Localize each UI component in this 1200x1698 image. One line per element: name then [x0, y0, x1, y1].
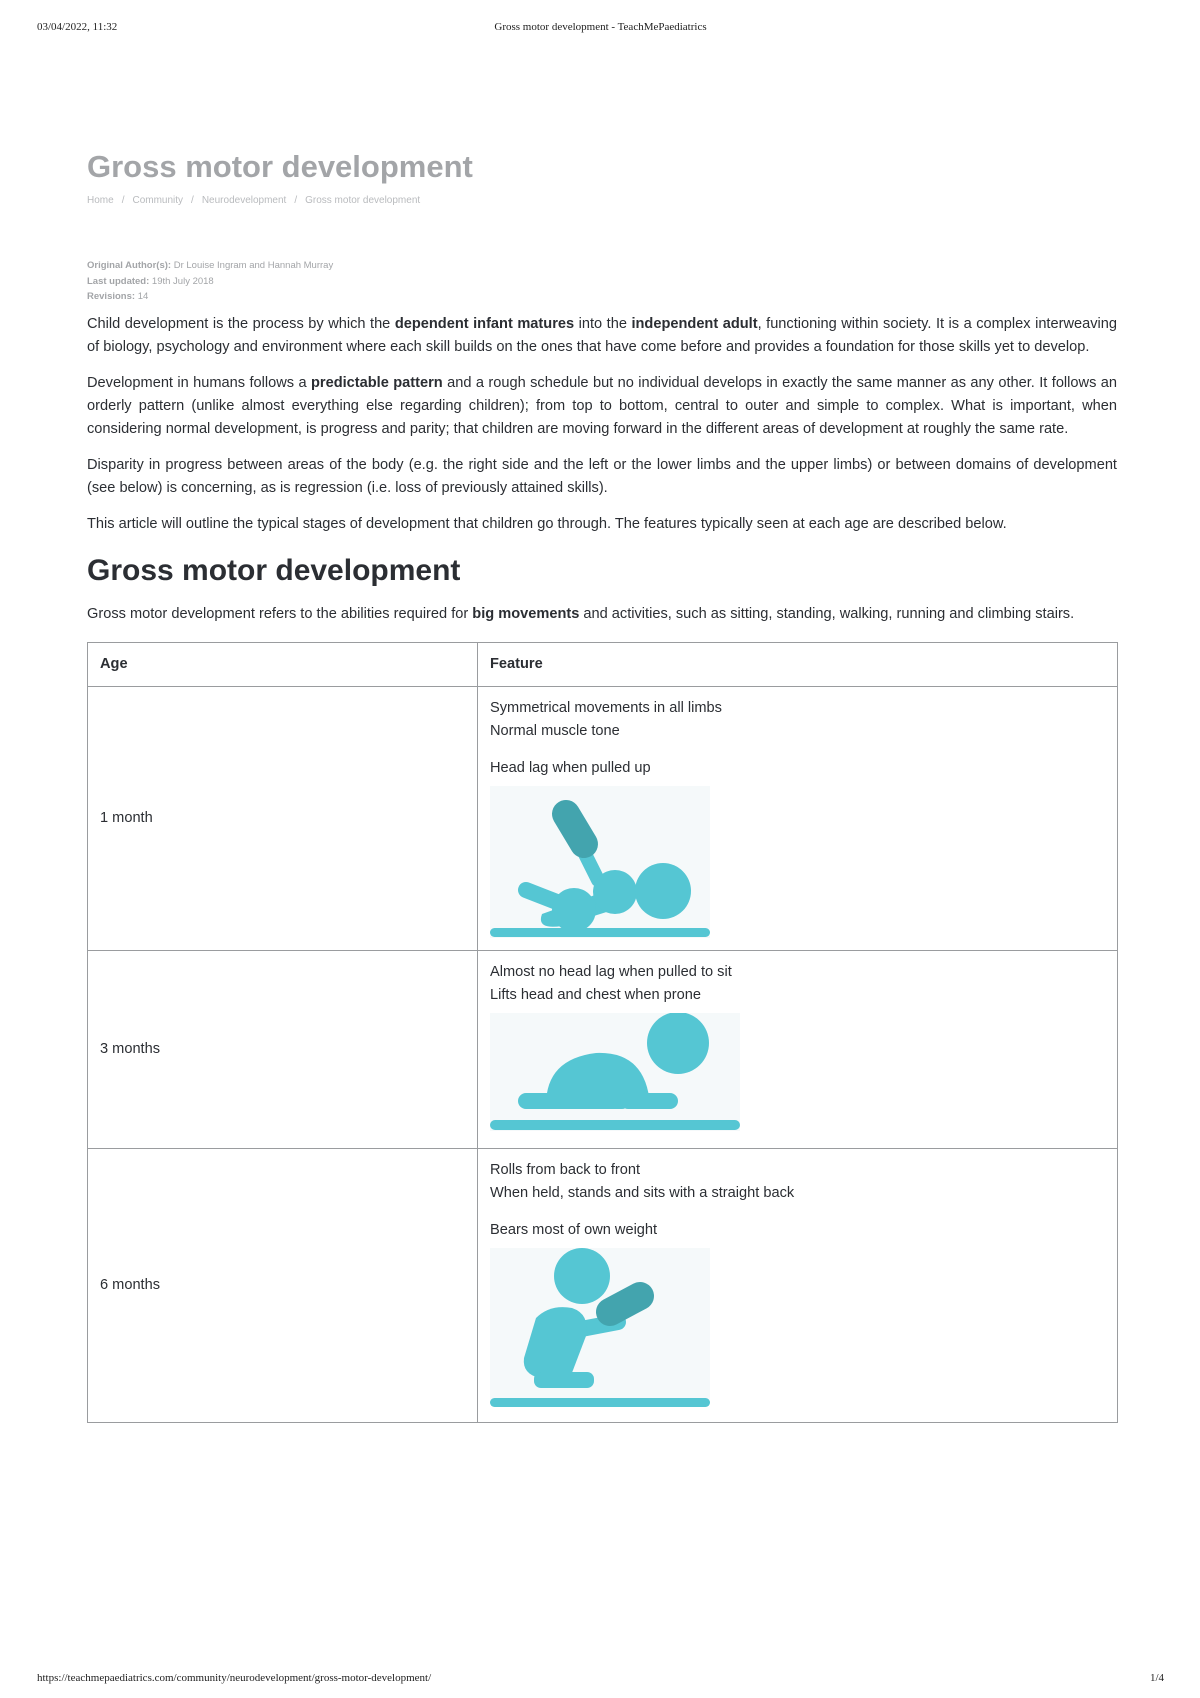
breadcrumb-separator: /: [294, 195, 298, 206]
feature-cell: [478, 686, 1118, 950]
print-url: https://teachmepaediatrics.com/community/neurodevelopment/gross-motor-development/: [37, 1672, 432, 1684]
article: [87, 148, 1117, 1423]
breadcrumb-current: Gross motor development: [305, 195, 421, 206]
table-row: [88, 686, 1118, 950]
page-title: Gross motor development: [87, 149, 473, 184]
print-footer: [37, 1672, 1164, 1686]
feature-line: Lifts head and chest when prone: [490, 986, 701, 1003]
feature-cell: [478, 950, 1118, 1148]
article-meta: [87, 258, 1117, 305]
print-header: [37, 21, 1164, 35]
infant-sitting-icon: [490, 1248, 710, 1410]
feature-line: Almost no head lag when pulled to sit: [490, 963, 732, 980]
age-cell: 1 month: [88, 686, 478, 950]
breadcrumb-separator: /: [121, 195, 125, 206]
feature-line: Bears most of own weight: [490, 1221, 658, 1238]
section-heading: Gross motor development: [87, 553, 461, 587]
feature-line: When held, stands and sits with a straight back: [490, 1184, 795, 1201]
feature-line: Symmetrical movements in all limbs: [490, 699, 722, 716]
column-header-feature: Feature: [478, 642, 1118, 686]
intro-paragraph-2: Development in humans follows a predictable pattern and a rough schedule but no individual develops in exactly the same manner as any other. It follows an orderly pattern (unlike almost everything else regarding children); from top to bottom, central to outer and simple to complex. What is important, when considering normal development, is progress and parity; that children are moving forward in the different areas of development at roughly the same rate.: [87, 374, 1118, 437]
meta-authors: Original Author(s): Dr Louise Ingram and Hannah Murray: [87, 260, 334, 271]
table-row: [88, 950, 1118, 1148]
breadcrumb-home[interactable]: Home: [87, 195, 114, 206]
development-table: [87, 642, 1118, 1423]
infant-prone-head-up-icon: [490, 1013, 740, 1131]
breadcrumb-neurodevelopment[interactable]: Neurodevelopment: [201, 195, 287, 206]
section-paragraph: Gross motor development refers to the abilities required for big movements and activities, such as sitting, standing, walking, running and climbing stairs.: [87, 605, 1075, 622]
print-page-number: 1/4: [1149, 1672, 1164, 1684]
infant-supine-head-lag-icon: [490, 786, 710, 938]
breadcrumb-separator: /: [191, 195, 194, 206]
print-page-title: Gross motor development - TeachMePaediatrics: [494, 21, 707, 33]
intro-paragraph-1: Child development is the process by which the dependent infant matures into the independent adult, functioning within society. It is a complex interweaving of biology, psychology and environment where each skill builds on the ones that have come before and provides a foundation for those skills yet to develop.: [87, 315, 1118, 355]
feature-line: Head lag when pulled up: [490, 759, 651, 776]
intro-paragraph-4: This article will outline the typical stages of development that children go through. The features typically seen at each age are described below.: [87, 515, 1007, 532]
breadcrumb: [87, 194, 1117, 208]
feature-line: Normal muscle tone: [490, 722, 620, 739]
table-header-row: [88, 642, 1118, 686]
age-cell: 6 months: [88, 1148, 478, 1422]
feature-line: Rolls from back to front: [490, 1161, 641, 1178]
meta-updated: Last updated: 19th July 2018: [87, 275, 214, 287]
print-datetime: 03/04/2022, 11:32: [37, 21, 118, 33]
column-header-age: Age: [88, 642, 478, 686]
intro-paragraph-3: Disparity in progress between areas of the body (e.g. the right side and the left or the lower limbs and the upper limbs) or between domains of development (see below) is concerning, as is regression (i.e. loss of previously attained skills).: [87, 456, 1117, 496]
meta-revisions: Revisions: 14: [87, 291, 149, 302]
table-row: [88, 1148, 1118, 1422]
feature-cell: [478, 1148, 1118, 1422]
breadcrumb-community[interactable]: Community: [132, 195, 184, 206]
age-cell: 3 months: [88, 950, 478, 1148]
